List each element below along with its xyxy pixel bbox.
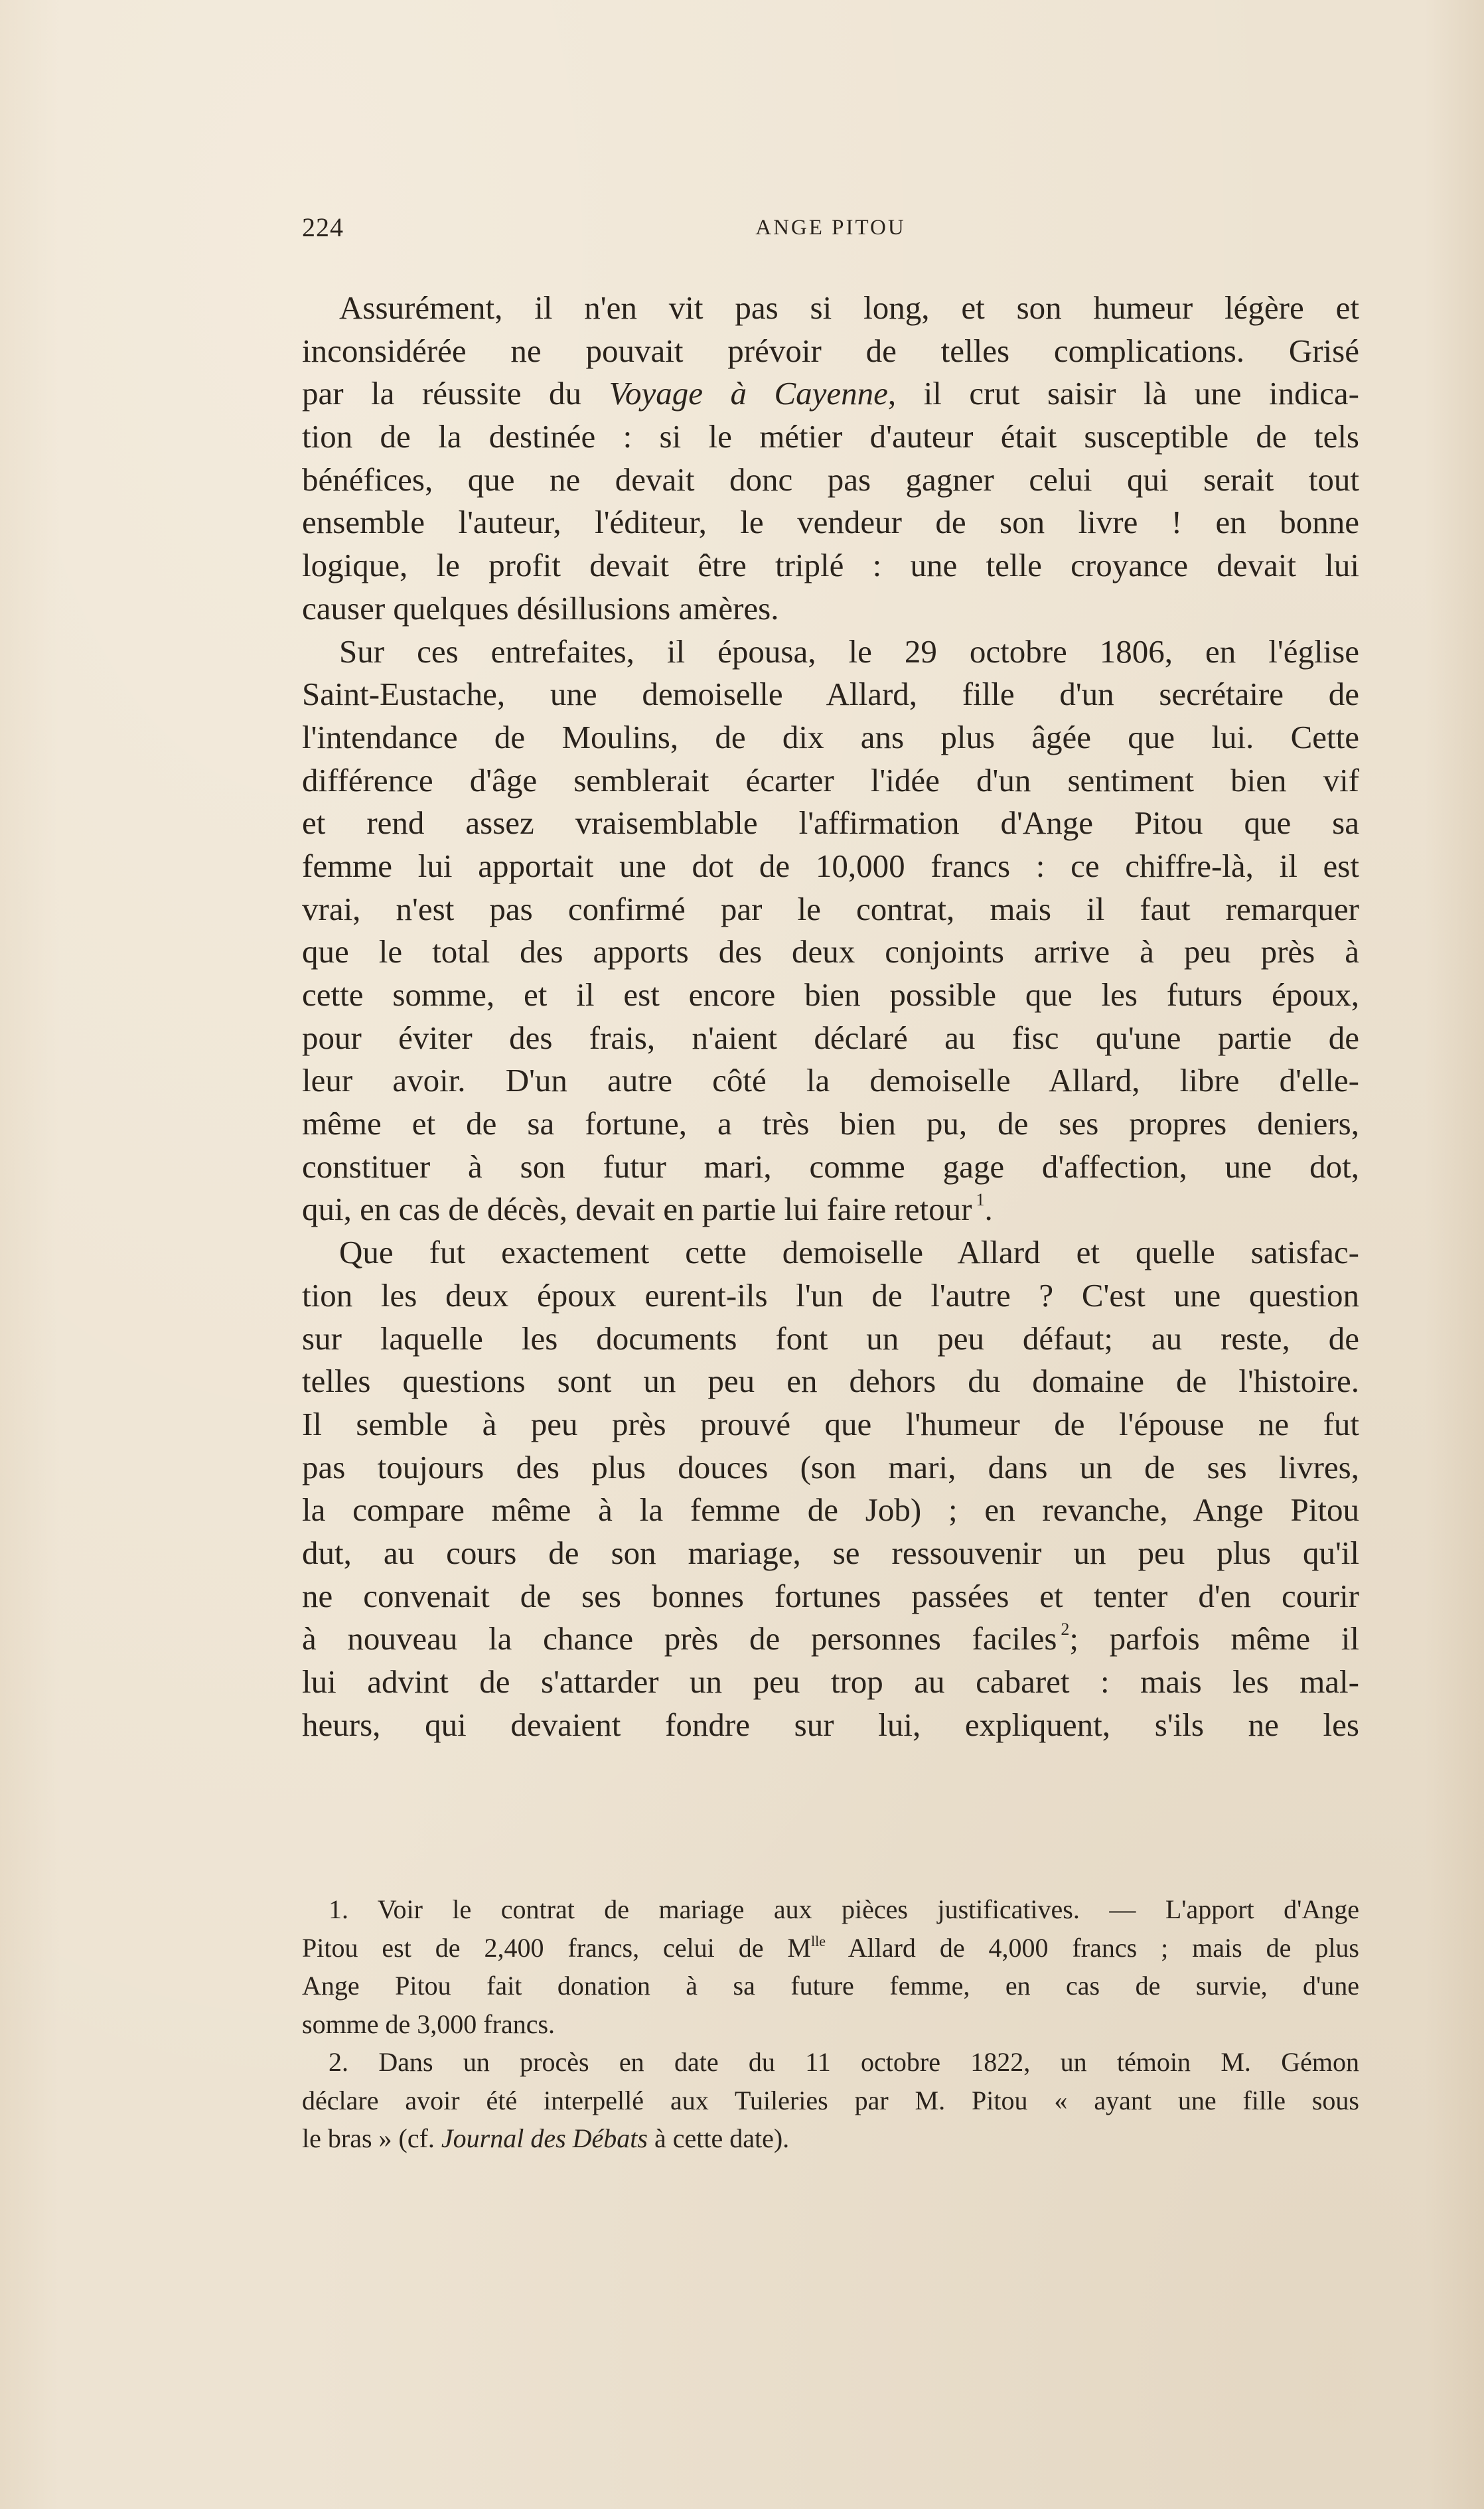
text-line: inconsidérée ne pouvait prévoir de telles complications. Grisé [302,332,1359,369]
page-number: 224 [302,212,344,242]
footnote-ref-1[interactable]: 1 [976,1190,985,1210]
footnote-line: 1. Voir le contrat de mariage aux pièces justificatives. — L'apport d'Ange [329,1894,1359,1924]
footnote-line: 2. Dans un procès en date du 11 octobre 1822, un témoin M. Gémon [329,2047,1359,2077]
text-line: sur laquelle les documents font un peu défaut; au reste, de [302,1320,1359,1357]
footnote-line [302,2119,1359,2158]
text-line [302,1618,1359,1661]
text-line: leur avoir. D'un autre côté la demoiselle Allard, libre d'elle- [302,1062,1359,1099]
text-line-with-italic [302,372,1359,416]
line-text: à cette date). [647,2123,790,2153]
text-line: ensemble l'auteur, l'éditeur, le vendeur de son livre ! en bonne [302,504,1359,541]
text-line: bénéfices, que ne devait donc pas gagner celui qui serait tout [302,461,1359,498]
line-text: le bras » (cf. [302,2123,441,2153]
body-text [302,287,1359,1746]
footnote-line: déclare avoir été interpellé aux Tuileries par M. Pitou « ayant une fille sous [302,2085,1359,2115]
text-line: et rend assez vraisemblable l'affirmation d'Ange Pitou que sa [302,804,1359,842]
text-line: la compare même à la femme de Job) ; en revanche, Ange Pitou [302,1491,1359,1529]
line-text: Pitou est de 2,400 francs, celui de M [302,1932,811,1963]
text-line: Saint-Eustache, une demoiselle Allard, fille d'un secrétaire de [302,676,1359,713]
text-line: l'intendance de Moulins, de dix ans plus âgée que lui. Cette [302,718,1359,755]
paragraph-1 [302,287,1359,631]
footnote-line: somme de 3,000 francs. [302,2009,556,2039]
text-line: pas toujours des plus douces (son mari, dans un de ses livres, [302,1448,1359,1485]
text-line [302,1188,1359,1231]
book-page [302,0,1359,2509]
line-text: . [984,1191,993,1228]
text-line: ne convenait de ses bonnes fortunes passées et tenter d'en courir [302,1577,1359,1614]
text-line: causer quelques désillusions amères. [302,589,779,627]
text-line: Il semble à peu près prouvé que l'humeur de l'épouse ne fut [302,1405,1359,1442]
line-text: Allard de 4,000 francs ; mais de plus [825,1932,1360,1963]
text-line: même et de sa fortune, a très bien pu, de ses propres deniers, [302,1105,1359,1142]
paragraph-3 [302,1231,1359,1746]
text-line: heurs, qui devaient fondre sur lui, expliquent, s'ils ne les [302,1706,1359,1743]
text-line: vrai, n'est pas confirmé par le contrat, mais il faut remarquer [302,890,1359,927]
running-head [302,211,1359,244]
footnote-1 [302,1890,1359,2043]
paragraph-2 [302,631,1359,1232]
text-line: telles questions sont un peu en dehors du domaine de l'histoire. [302,1363,1359,1400]
text-line: pour éviter des frais, n'aient déclaré au fisc qu'une partie de [302,1019,1359,1056]
text-line: Sur ces entrefaites, il épousa, le 29 octobre 1806, en l'église [339,633,1359,670]
footnote-2 [302,2043,1359,2158]
footnote-line [302,1929,1359,1967]
text-line: cette somme, et il est encore bien possible que les futurs époux, [302,976,1359,1013]
text-line: tion de la destinée : si le métier d'auteur était susceptible de tels [302,418,1359,455]
superscript-lle: lle [810,1932,826,1949]
text-line: Que fut exactement cette demoiselle Allard et quelle satisfac- [339,1234,1359,1271]
footnotes [302,1890,1359,2158]
text-line: constituer à son futur mari, comme gage d'affection, une dot, [302,1148,1359,1185]
text-line: dut, au cours de son mariage, se ressouvenir un peu plus qu'il [302,1534,1359,1571]
footnote-line: Ange Pitou fait donation à sa future femme, en cas de survie, d'une [302,1971,1359,2001]
text-line: que le total des apports des deux conjoints arrive à peu près à [302,933,1359,970]
text-line: tion les deux époux eurent-ils l'un de l'autre ? C'est une question [302,1276,1359,1314]
text-line: Assurément, il n'en vit pas si long, et son humeur légère et [339,289,1359,326]
line-text: ; parfois même il [1069,1620,1359,1657]
text-line: lui advint de s'attarder un peu trop au cabaret : mais les mal- [302,1663,1359,1700]
footnote-ref-2[interactable]: 2 [1061,1620,1070,1639]
italic-title: Voyage à Cayenne [609,375,888,412]
journal-title: Journal des Débats [441,2123,648,2153]
text-line: femme lui apportait une dot de 10,000 francs : ce chiffre-là, il est [302,847,1359,884]
text-line: différence d'âge semblerait écarter l'idée d'un sentiment bien vif [302,761,1359,798]
text-line: logique, le profit devait être triplé : une telle croyance devait lui [302,547,1359,584]
running-title: ANGE PITOU [755,216,906,240]
line-text: à nouveau la chance près de personnes faciles [302,1620,1057,1657]
line-text: qui, en cas de décès, devait en partie lui faire retour [302,1191,972,1228]
line-text: par la réussite du [302,375,609,412]
line-text: , il crut saisir là une indica- [887,375,1359,412]
